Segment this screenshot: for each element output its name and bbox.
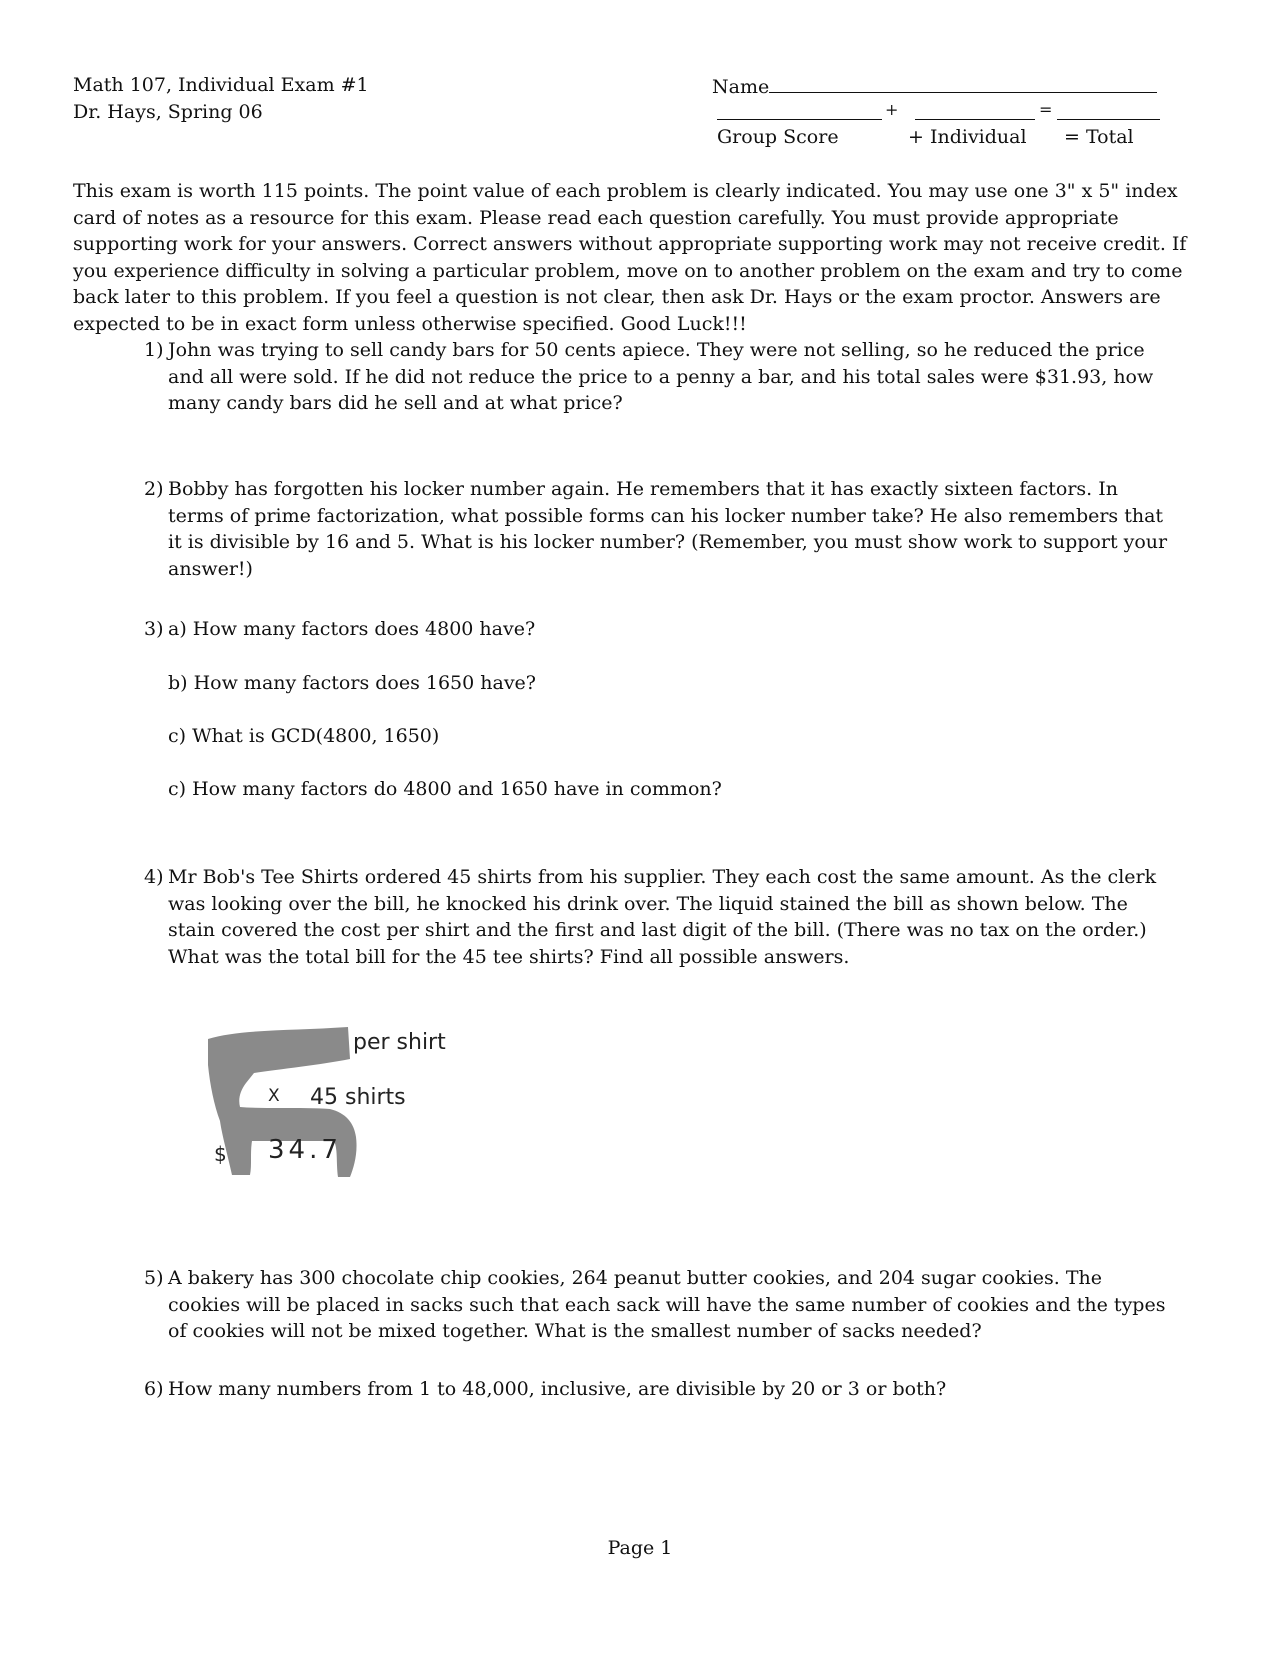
equals-sign: = bbox=[1039, 100, 1053, 119]
course-title: Math 107, Individual Exam #1 bbox=[73, 74, 369, 96]
total-blank[interactable] bbox=[1057, 119, 1160, 120]
individual-blank[interactable] bbox=[915, 119, 1035, 120]
stained-bill-figure bbox=[200, 1025, 460, 1195]
problem-6 bbox=[144, 1376, 1174, 1403]
name-label: Name bbox=[712, 76, 770, 98]
name-blank[interactable] bbox=[769, 72, 1157, 93]
problem-1 bbox=[144, 337, 1174, 417]
exam-header bbox=[73, 72, 369, 125]
partial-total: 34.7 bbox=[268, 1135, 342, 1165]
dollar-sign: $ bbox=[214, 1142, 227, 1166]
problem-text: Bobby has forgotten his locker number again. He remembers that it has exactly sixteen factors. In terms of prime factorization, what possible forms can his locker number take? He also remembers that it is divisible by 16 and 5. What is his locker number? (Remember, you must show work to support your answer!) bbox=[168, 478, 1168, 580]
name-field[interactable] bbox=[712, 72, 1157, 101]
problem-2 bbox=[144, 476, 1174, 582]
problem-number: 1) bbox=[144, 339, 164, 361]
problem-3-part-c: c) What is GCD(4800, 1650) bbox=[168, 725, 440, 747]
individual-label: + Individual bbox=[908, 126, 1027, 148]
problem-number: 6) bbox=[144, 1378, 164, 1400]
problem-5 bbox=[144, 1265, 1174, 1345]
problem-number: 2) bbox=[144, 478, 164, 500]
problem-3-part-d: c) How many factors do 4800 and 1650 have in common? bbox=[168, 778, 722, 800]
problem-4 bbox=[144, 864, 1174, 970]
problem-text: A bakery has 300 chocolate chip cookies, 264 peanut butter cookies, and 204 sugar cookies. The cookies will be placed in sacks such that each sack will have the same number of cookies and the types of cookies will not be mixed together. What is the smallest number of sacks needed? bbox=[168, 1267, 1166, 1342]
problem-text: Mr Bob's Tee Shirts ordered 45 shirts from his supplier. They each cost the same amount. As the clerk was looking over the bill, he knocked his drink over. The liquid stained the bill as shown below. The stain covered the cost per shirt and the first and last digit of the bill. (There was no tax on the order.) What was the total bill for the 45 tee shirts? Find all possible answers. bbox=[168, 866, 1157, 968]
problem-3-part-b: b) How many factors does 1650 have? bbox=[168, 672, 536, 694]
group-score-blank[interactable] bbox=[717, 119, 882, 120]
plus-sign: + bbox=[885, 100, 899, 119]
problem-text: John was trying to sell candy bars for 50 cents apiece. They were not selling, so he reduced the price and all were sold. If he did not reduce the price to a penny a bar, and his total sales were $31.93, how many candy bars did he sell and at what price? bbox=[168, 339, 1154, 414]
times-symbol: X bbox=[268, 1086, 280, 1106]
shirt-count-label: 45 shirts bbox=[310, 1085, 406, 1110]
problem-number: 4) bbox=[144, 866, 164, 888]
instructor-term: Dr. Hays, Spring 06 bbox=[73, 100, 263, 123]
score-line bbox=[717, 100, 1167, 120]
problem-number: 3) bbox=[144, 618, 164, 640]
problem-text: How many numbers from 1 to 48,000, inclusive, are divisible by 20 or 3 or both? bbox=[168, 1378, 947, 1400]
total-label: = Total bbox=[1064, 126, 1134, 148]
group-score-label: Group Score bbox=[717, 126, 839, 148]
problem-3-part-a: a) How many factors does 4800 have? bbox=[168, 618, 536, 640]
page-number: Page 1 bbox=[607, 1537, 673, 1559]
per-shirt-label: per shirt bbox=[353, 1030, 446, 1055]
problem-number: 5) bbox=[144, 1267, 164, 1289]
instructions-paragraph: This exam is worth 115 points. The point value of each problem is clearly indicated. You may use one 3" x 5" index card of notes as a resource for this exam. Please read each question carefully. You must provide appropriate supporting work for your answers. Correct answers without appropriate supporting work may not receive credit. If you experience difficulty in solving a particular problem, move on to another problem on the exam and try to come back later to this problem. If you feel a question is not clear, then ask Dr. Hays or the exam proctor. Answers are expected to be in exact form unless otherwise specified. Good Luck!!! bbox=[73, 180, 1187, 335]
